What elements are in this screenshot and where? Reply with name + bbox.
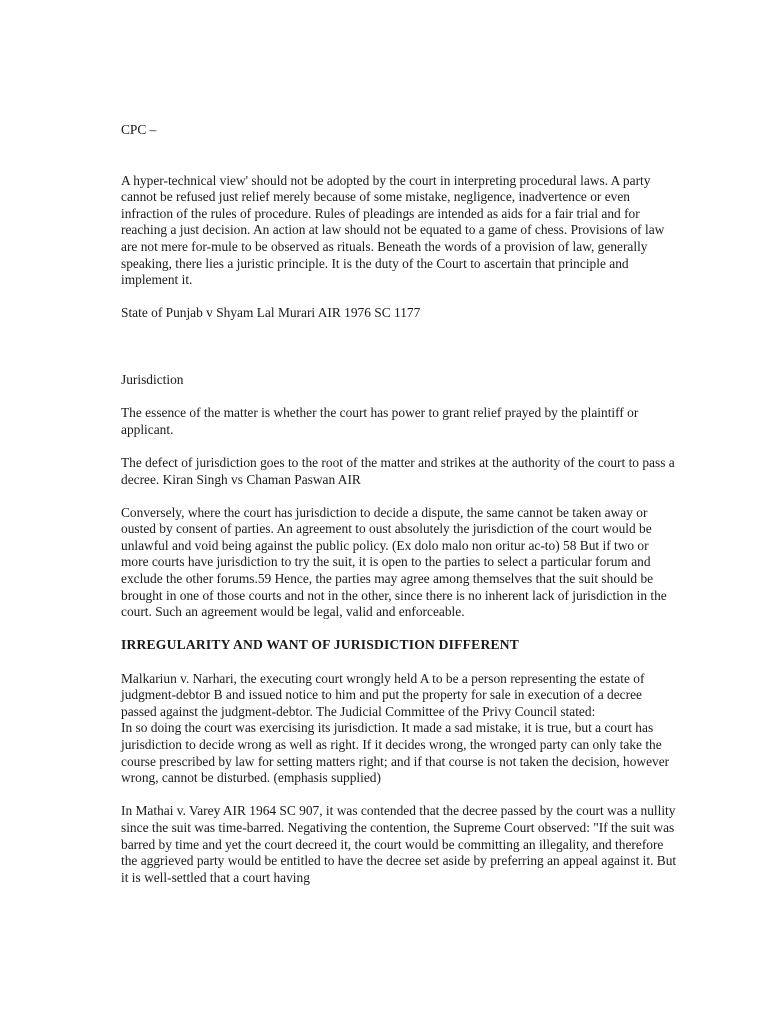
- section-heading-irregularity: IRREGULARITY AND WANT OF JURISDICTION DIFFERENT: [121, 637, 520, 653]
- paragraph-defect: The defect of jurisdiction goes to the root of the matter and strikes at the authority of the court to pass a decree. Kiran Singh vs Chaman Paswan AIR: [121, 454, 675, 487]
- section-label-jurisdiction: Jurisdiction: [121, 371, 184, 387]
- paragraph-mathai: In Mathai v. Varey AIR 1964 SC 907, it was contended that the decree passed by the court was a nullity since the suit was time-barred. Negativing the contention, the Supreme Court observed: "If the suit was barred by time and yet the court decreed it, the court would be committing an illegality, and therefore the aggrieved party would be entitled to have the decree set aside by preferring an appeal against it. But it is well-settled that a court having: [121, 803, 677, 885]
- citation-shyam-lal: State of Punjab v Shyam Lal Murari AIR 1976 SC 1177: [121, 305, 421, 321]
- paragraph-essence: The essence of the matter is whether the court has power to grant relief prayed by the plaintiff or applicant.: [121, 405, 639, 437]
- paragraph-malkariun: Malkariun v. Narhari, the executing court wrongly held A to be a person representing the estate of judgment-debtor B and issued notice to him and put the property for sale in execution of a decree passed against the judgment-debtor. The Judicial Committee of the Privy Council stated:: [121, 670, 645, 719]
- paragraph-conversely: Conversely, where the court has jurisdiction to decide a dispute, the same cannot be taken away or ousted by consent of parties. An agreement to oust absolutely the jurisdiction of the court would be unlawful and void being against the public policy. (Ex dolo malo non oritur ac-to) 58 But if two or more courts have jurisdiction to try the suit, it is open to the parties to select a particular forum and exclude the other forums.59 Hence, the parties may agree among themselves that the suit should be brought in one of those courts and not in the other, since there is no inherent lack of jurisdiction in the court. Such an agreement would be legal, valid and enforceable.: [121, 504, 667, 620]
- document-body: [121, 122, 677, 886]
- paragraph-in-so-doing: In so doing the court was exercising its jurisdiction. It made a sad mistake, it is true, but a court has jurisdiction to decide wrong as well as right. If it decides wrong, the wronged party can only take the course prescribed by law for setting matters right; and if that course is not taken the decision, however wrong, cannot be disturbed. (emphasis supplied): [121, 720, 670, 786]
- document-title: CPC –: [121, 122, 157, 137]
- paragraph-hyper-technical: A hyper-technical view' should not be adopted by the court in interpreting procedural laws. A party cannot be refused just relief merely because of some mistake, negligence, inadvertence or even infraction of the rules of procedure. Rules of pleadings are intended as aids for a fair trial and for reaching a just decision. An action at law should not be equated to a game of chess. Provisions of law are not mere for-mule to be observed as rituals. Beneath the words of a provision of law, generally speaking, there lies a juristic principle. It is the duty of the Court to ascertain that principle and implement it.: [121, 172, 665, 288]
